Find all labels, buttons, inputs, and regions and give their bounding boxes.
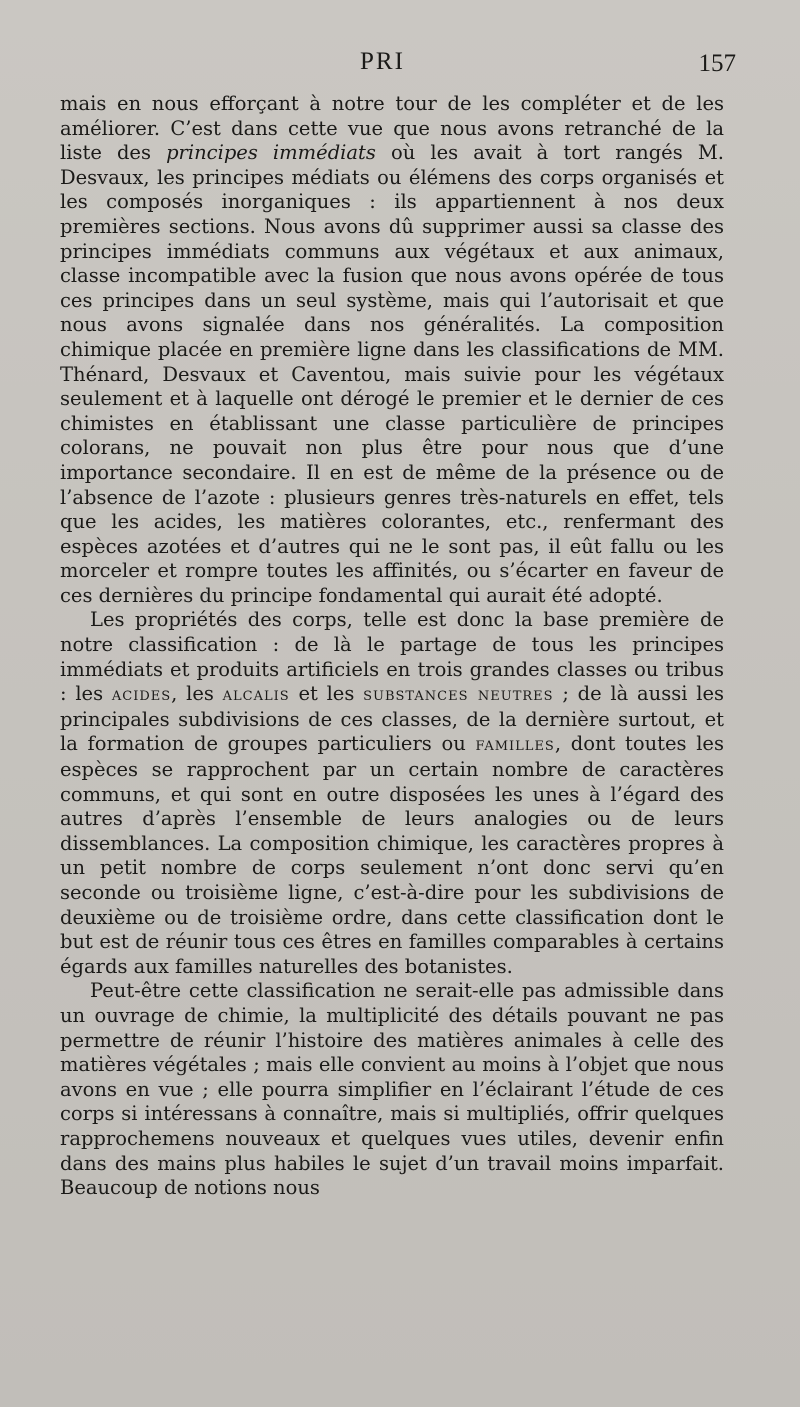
paragraph bbox=[60, 979, 724, 1200]
small-caps-term: acides bbox=[111, 684, 172, 706]
text-run: , les bbox=[171, 682, 223, 706]
italic-term: principes immédiats bbox=[166, 141, 376, 165]
text-run: Les propriétés des corps, telle est donc la base première de notre classification : de là le partage de tous les principes immédiats et produits artificiels en trois grandes classes ou tribus : les bbox=[60, 608, 724, 706]
running-head: PRI bbox=[360, 48, 405, 75]
small-caps-term: familles bbox=[475, 734, 555, 756]
small-caps-term: alcalis bbox=[222, 684, 290, 706]
text-run: mais en nous efforçant à notre tour de les compléter et de les améliorer. C’est dans cette vue que nous avons retranché de la liste des bbox=[60, 92, 724, 165]
page-header bbox=[60, 48, 736, 84]
page-number: 157 bbox=[698, 50, 736, 77]
paragraph bbox=[60, 608, 724, 979]
page-body bbox=[60, 92, 724, 1201]
text-run: et les bbox=[289, 682, 364, 706]
small-caps-term: substances neutres bbox=[363, 684, 554, 706]
text-run: , dont toutes les espèces se rapprochent par un certain nombre de caractères communs, et qui sont en outre disposées les unes à l’égard des autres d’après l’ensemble de leurs analogies ou de leurs dissemblances. La composition chimique, les caractères propres à un petit nombre de corps seulement n’ont donc servi qu’en seconde ou troisième ligne, c’est-à-dire pour les subdivisions de deuxième ou de troisième ordre, dans cette classification dont le but est de réunir tous ces êtres en familles comparables à certains égards aux familles naturelles des botanistes. bbox=[60, 732, 724, 978]
text-run: ; de là aussi les principales subdivisions de ces classes, de la dernière surtout, et la formation de groupes particuliers ou bbox=[60, 682, 724, 756]
text-run: Peut-être cette classification ne serait-elle pas admissible dans un ouvrage de chimie, la multiplicité des détails pouvant ne pas permettre de réunir l’histoire des matières animales à celle des matières végétales ; mais elle convient au moins à l’objet que nous avons en vue ; elle pourra simplifier en l’éclairant l’étude de ces corps si intéressans à connaître, mais si multipliés, offrir quelques rapprochemens nouveaux et quelques vues utiles, devenir enfin dans des mains plus habiles le sujet d’un travail moins imparfait. Beaucoup de notions nous bbox=[60, 979, 724, 1200]
paragraph bbox=[60, 92, 724, 608]
text-run: où les avait à tort rangés M. Desvaux, les principes médiats ou élémens des corps organisés et les composés inorganiques : ils appartiennent à nos deux premières sections. Nous avons dû supprimer aussi sa classe des principes immédiats communs aux végétaux et aux animaux, classe incompatible avec la fusion que nous avons opérée de tous ces principes dans un seul système, mais qui l’autorisait et que nous avons signalée dans nos généralités. La composition chimique placée en première ligne dans les classifications de MM. Thénard, Desvaux et Caventou, mais suivie pour les végétaux seulement et à laquelle ont dérogé le premier et le dernier de ces chimistes en établissant une classe particulière de principes colorans, ne pouvait non plus être pour nous que d’une importance secondaire. Il en est de même de la présence ou de l’absence de l’azote : plusieurs genres très-naturels en effet, tels que les acides, les matières colorantes, etc., renfermant des espèces azotées et d’autres qui ne le sont pas, il eût fallu ou les morceler et rompre toutes les affinités, ou s’écarter en faveur de ces dernières du principe fondamental qui aurait été adopté. bbox=[60, 141, 724, 607]
